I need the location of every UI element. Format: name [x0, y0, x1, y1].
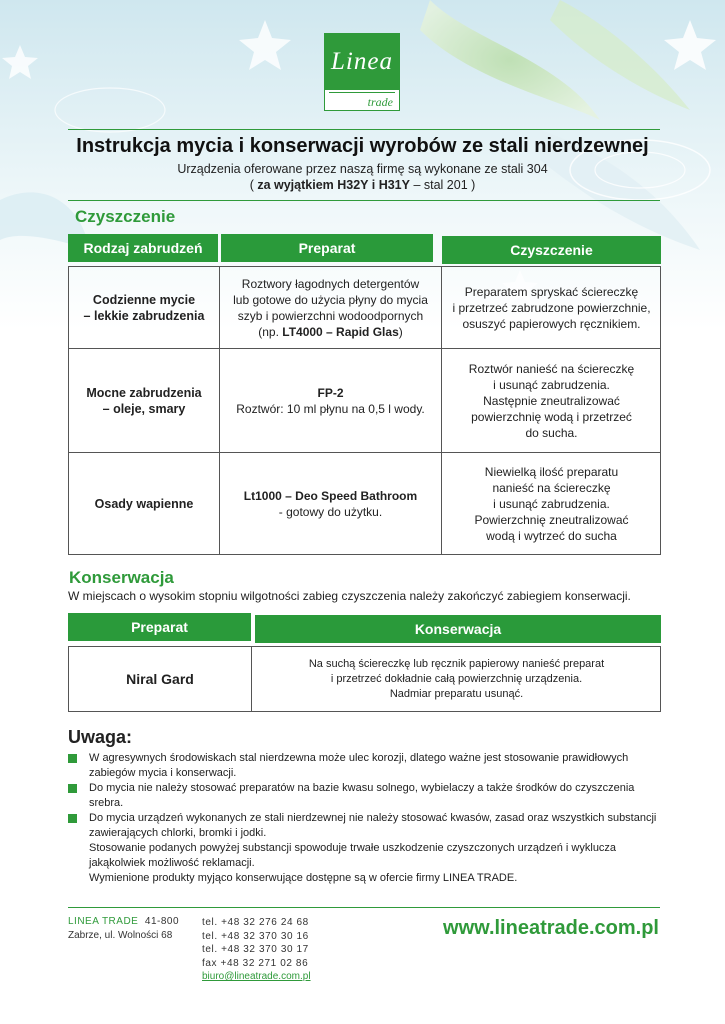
- table-row-1-soil-type: Codzienne mycie – lekkie zabrudzenia: [83, 292, 205, 323]
- phone-2: tel. +48 32 370 30 16: [202, 930, 309, 942]
- website-link[interactable]: www.lineatrade.com.pl: [443, 917, 659, 939]
- subtitle-line-2: ( za wyjątkiem H32Y i H31Y – stal 201 ): [249, 178, 476, 192]
- footer-contacts: [202, 916, 311, 984]
- table-row-3-soil-type: Osady wapienne: [94, 496, 194, 511]
- conservation-heading: Konserwacja: [69, 568, 174, 587]
- linea-trade-logo: [324, 33, 400, 111]
- subtitle-exception: za wyjątkiem H32Y i H31Y: [257, 178, 410, 192]
- logo-main-text: Linea: [325, 34, 399, 90]
- product-name: Lt1000 – Deo Speed Bathroom: [243, 488, 418, 503]
- phone-1: tel. +48 32 276 24 68: [202, 917, 309, 928]
- footer-company: LINEA TRADE 41-800: [68, 916, 180, 927]
- page-subtitle: [0, 161, 725, 193]
- warning-list: [68, 751, 668, 886]
- list-item: Do mycia nie należy stosować preparatów na bazie kwasu solnego, wybielaczy a także środków do czyszczenia srebra.: [68, 781, 668, 811]
- footer-address: Zabrze, ul. Wolności 68: [68, 930, 173, 941]
- table-row-1-product: Roztwory łagodnych detergentów lub gotowe do użycia płyny do mycia szyb i powierzchni wodoodpornych (np. LT4000 – Rapid Glas): [233, 276, 428, 339]
- cleaning-heading: Czyszczenie: [75, 207, 176, 226]
- bullet-square-icon: [68, 754, 77, 763]
- column-header-soil-type: Rodzaj zabrudzeń: [68, 234, 218, 262]
- page-title: Instrukcja mycia i konserwacji wyrobów ze stali nierdzewnej: [76, 135, 649, 157]
- email-link[interactable]: biuro@lineatrade.com.pl: [202, 971, 311, 982]
- table-row-3-product: Lt1000 – Deo Speed Bathroom - gotowy do użytku.: [243, 488, 418, 519]
- bullet-square-icon: [68, 784, 77, 793]
- column-header-cleaning: Czyszczenie: [442, 236, 661, 264]
- logo-divider: [329, 92, 395, 93]
- warning-paragraph: Stosowanie podanych powyżej substancji spowoduje trwałe uszkodzenie czyszczonych urządzeń i wyklucza jakąkolwiek możliwość reklamacji.: [89, 842, 617, 869]
- fax: fax +48 32 271 02 86: [202, 957, 309, 969]
- warning-paragraph: Wymienione produkty myjąco konserwujące dostępne są w ofercie firmy LINEA TRADE.: [89, 872, 518, 884]
- column-header-product: Preparat: [221, 234, 433, 262]
- subtitle-line-1: Urządzenia oferowane przez naszą firmę są wykonane ze stali 304: [177, 162, 548, 176]
- table-row-2-method: Roztwór nanieść na ściereczkę i usunąć zabrudzenia. Następnie zneutralizować powierzchnię wodą i przetrzeć do sucha.: [468, 361, 635, 440]
- phone-3: tel. +48 32 370 30 17: [202, 944, 309, 955]
- table-row-2-product: FP-2 Roztwór: 10 ml płynu na 0,5 l wody.: [236, 385, 425, 416]
- list-item: Do mycia urządzeń wykonanych ze stali nierdzewnej nie należy stosować kwasów, zasad oraz wszystkich substancji zawierających chlorki, bromki i jodki.: [68, 811, 668, 841]
- column-header-conservation: Konserwacja: [255, 615, 661, 643]
- table-row-3-method: Niewielką ilość preparatu nanieść na ściereczkę i usunąć zabrudzenia. Powierzchnię zneutralizować wodą i wytrzeć do sucha: [474, 464, 629, 543]
- conservation-note: W miejscach o wysokim stopniu wilgotności zabieg czyszczenia należy zakończyć zabiegiem konserwacji.: [68, 589, 631, 603]
- product-name: LT4000 – Rapid Glas: [282, 324, 399, 339]
- header-bottom-rule: [68, 200, 660, 201]
- logo-sub-text: trade: [367, 95, 393, 109]
- column-header-product: Preparat: [68, 613, 251, 641]
- list-item: W agresywnych środowiskach stal nierdzewna może ulec korozji, dlatego ważne jest stosowanie prawidłowych zabiegów mycia i konserwacji.: [68, 751, 668, 781]
- conservation-product: Niral Gard: [126, 671, 194, 687]
- header-top-rule: [68, 129, 660, 130]
- warning-heading: Uwaga:: [68, 727, 133, 747]
- footer-rule: [68, 907, 660, 908]
- product-name: FP-2: [317, 385, 344, 400]
- bullet-square-icon: [68, 814, 77, 823]
- table-row-1-method: Preparatem spryskać ściereczkę i przetrzeć zabrudzone powierzchnie, osuszyć papierowych ręcznikiem.: [452, 284, 651, 331]
- table-row-2-soil-type: Mocne zabrudzenia – oleje, smary: [86, 385, 202, 416]
- conservation-method: Na suchą ściereczkę lub ręcznik papierowy nanieść preparat i przetrzeć dokładnie całą powierzchnię urządzenia. Nadmiar preparatu usunąć.: [308, 657, 605, 700]
